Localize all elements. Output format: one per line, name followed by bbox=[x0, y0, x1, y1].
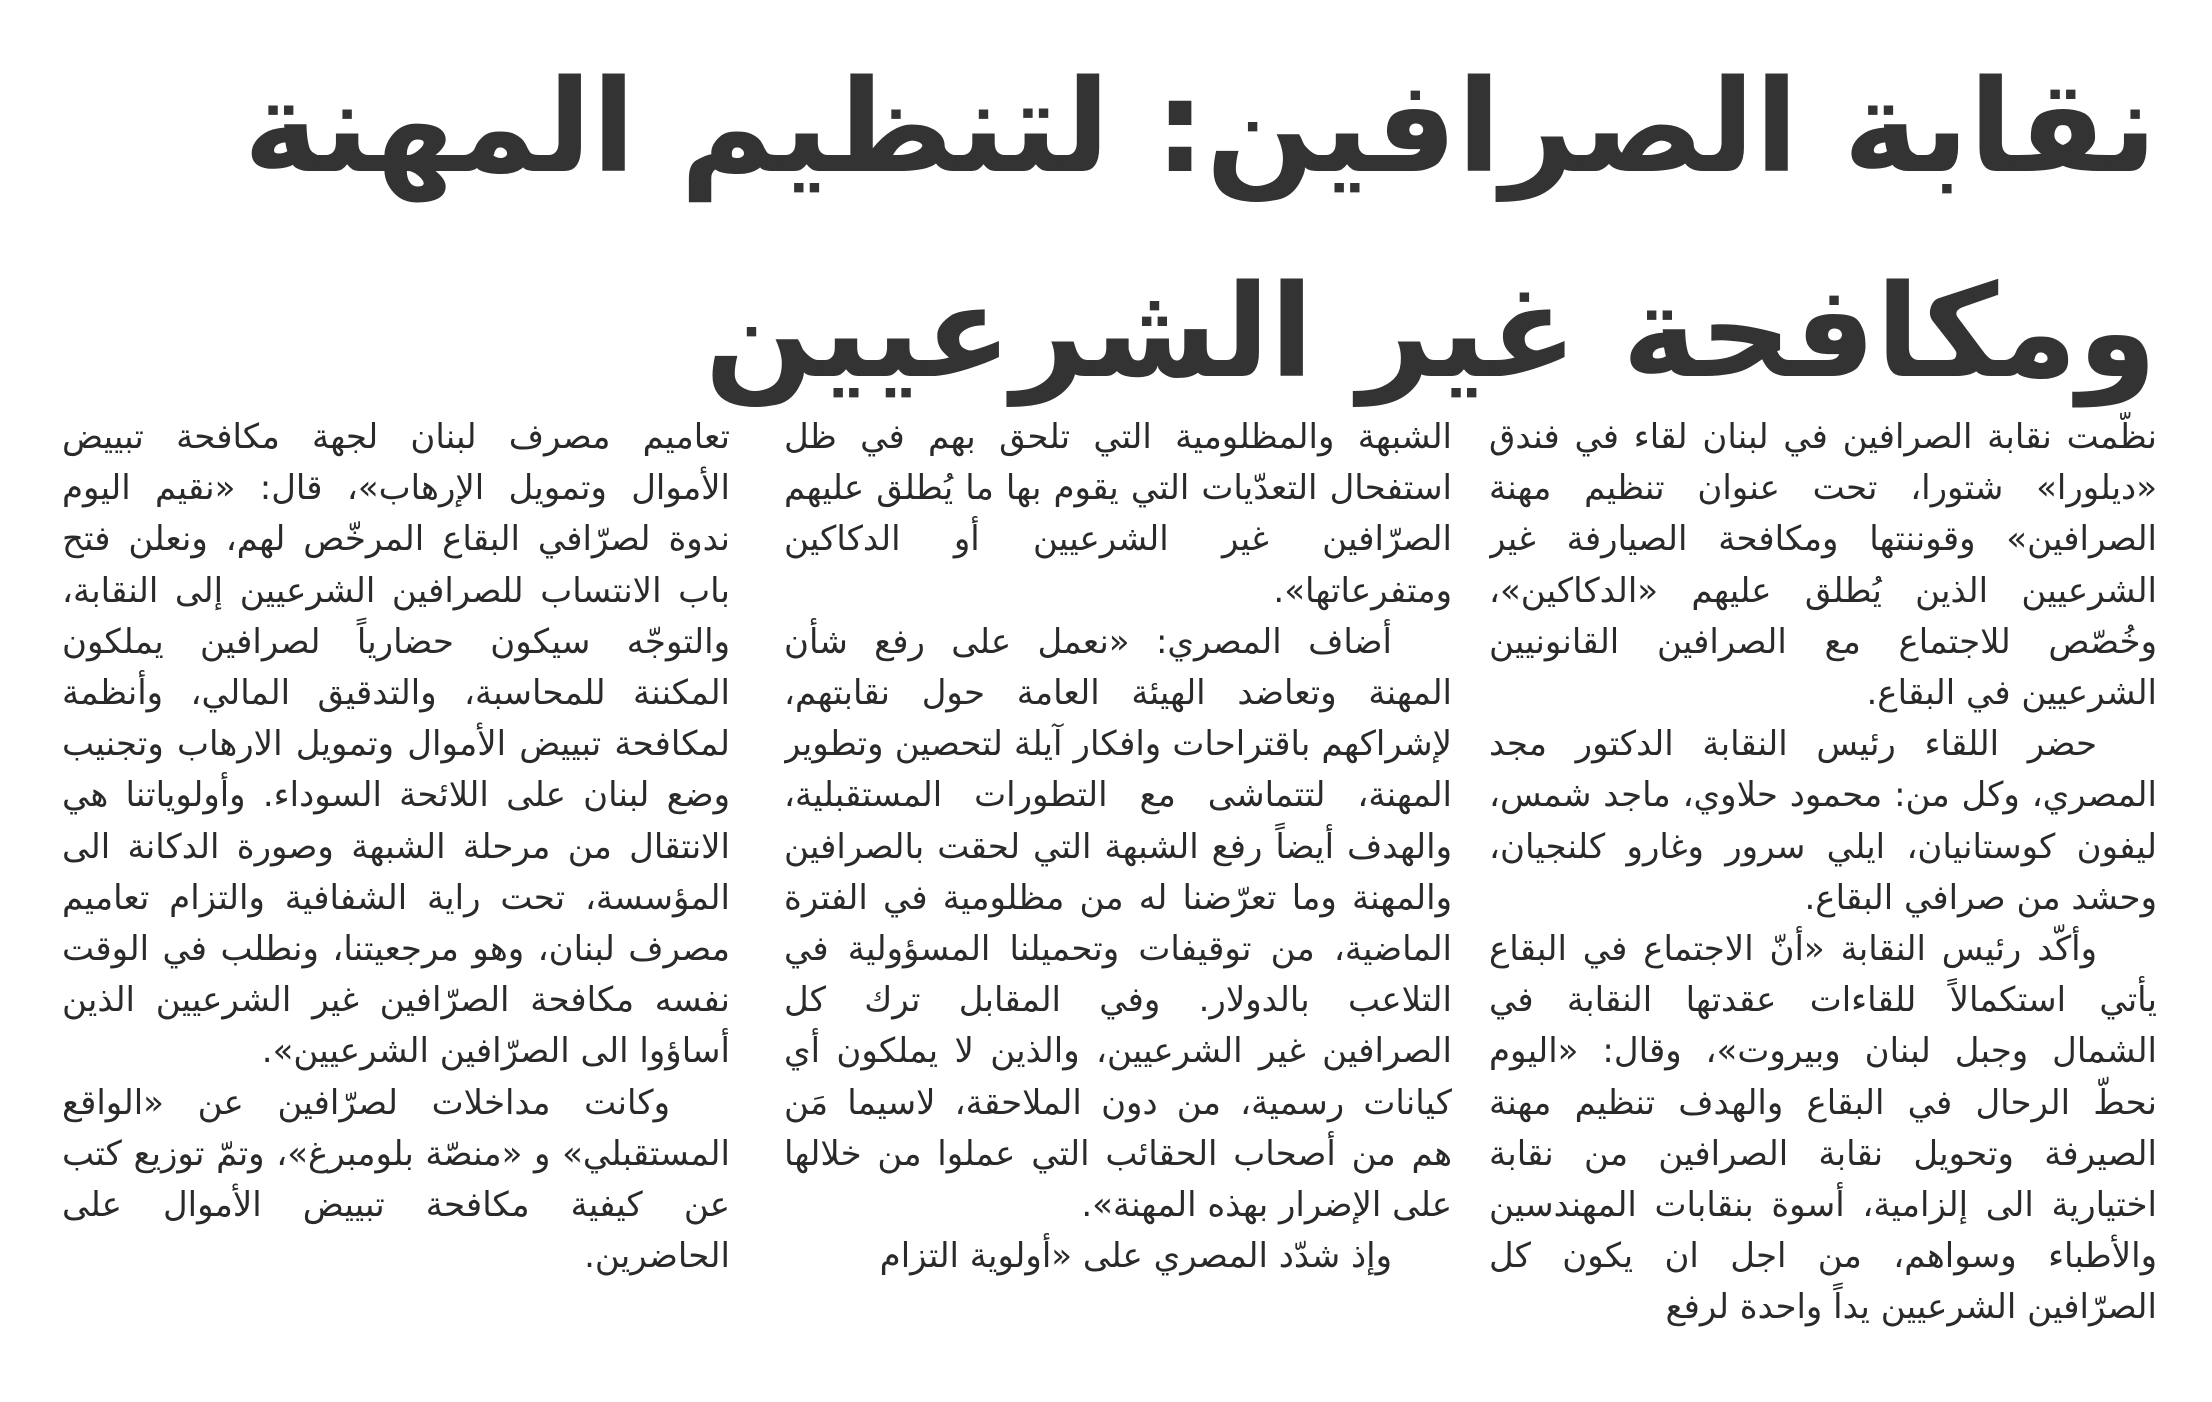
paragraph: أضاف المصري: «نعمل على رفع شأن المهنة وتعاضد الهيئة العامة حول نقابتهم، لإشراكهم باقتراحات وافكار آيلة لتحصين وتطوير المهنة، لتتماشى مع التطورات المستقبلية، والهدف أيضاً رفع الشبهة التي لحقت بالصرافين والمهنة وما تعرّضنا له من مظلومية في الفترة الماضية، من توقيفات وتحميلنا المسؤولية في التلاعب بالدولار. وفي المقابل ترك كل الصرافين غير الشرعيين، والذين لا يملكون أي كيانات رسمية، من دون الملاحقة، لاسيما مَن هم من أصحاب الحقائب التي عملوا من خلالها على الإضرار بهذه المهنة». bbox=[784, 621, 1452, 1226]
paragraph: حضر اللقاء رئيس النقابة الدكتور مجد المصري، وكل من: محمود حلاوي، ماجد شمس، ليفون كوستانيان، ايلي سرور وغارو كلنجيان، وحشد من صرافي البقاع. bbox=[1489, 724, 2157, 918]
paragraph: وإذ شدّد المصري على «أولوية التزام bbox=[879, 1236, 1392, 1277]
article-column-3 bbox=[62, 412, 730, 1362]
article-headline: نقابة الصرافين: لتنظيم المهنة ومكافحة غير الشرعيين bbox=[243, 53, 2157, 407]
paragraph: وأكّد رئيس النقابة «أنّ الاجتماع في البقاع يأتي استكمالاً للقاءات عقدتها النقابة في الشمال وجبل لبنان وبيروت»، وقال: «اليوم نحطّ الرحال في البقاع والهدف تنظيم مهنة الصيرفة وتحويل نقابة الصرافين من نقابة اختيارية الى إلزامية، أسوة بنقابات المهندسين والأطباء وسواهم، من اجل ان يكون كل الصرّافين الشرعيين يداً واحدة لرفع bbox=[1489, 929, 2157, 1328]
paragraph: الشبهة والمظلومية التي تلحق بهم في ظل استفحال التعدّيات التي يقوم بها ما يُطلق عليهم الصرّافين غير الشرعيين أو الدكاكين ومتفرعاتها». bbox=[784, 417, 1452, 611]
article-column-2 bbox=[784, 412, 1452, 1362]
paragraph: وكانت مداخلات لصرّافين عن «الواقع المستقبلي» و «منصّة بلومبرغ»، وتمّ توزيع كتب عن كيفية مكافحة تبييض الأموال على الحاضرين. bbox=[62, 1082, 730, 1277]
article-column-1 bbox=[1489, 412, 2157, 1362]
paragraph: نظّمت نقابة الصرافين في لبنان لقاء في فندق «ديلورا» شتورا، تحت عنوان تنظيم مهنة الصرافين» وقوننتها ومكافحة الصيارفة غير الشرعيين الذين يُطلق عليهم «الدكاكين»، وخُصّص للاجتماع مع الصرافين القانونيين الشرعيين في البقاع. bbox=[1489, 417, 2157, 714]
paragraph: تعاميم مصرف لبنان لجهة مكافحة تبييض الأموال وتمويل الإرهاب»، قال: «نقيم اليوم ندوة لصرّافي البقاع المرخّص لهم، ونعلن فتح باب الانتساب للصرافين الشرعيين إلى النقابة، والتوجّه سيكون حضارياً لصرافين يملكون المكننة للمحاسبة، والتدقيق المالي، وأنظمة لمكافحة تبييض الأموال وتمويل الارهاب وتجنيب وضع لبنان على اللائحة السوداء. وأولوياتنا هي الانتقال من مرحلة الشبهة وصورة الدكانة الى المؤسسة، تحت راية الشفافية والتزام تعاميم مصرف لبنان، وهو مرجعيتنا، ونطلب في الوقت نفسه مكافحة الصرّافين غير الشرعيين الذين أساؤوا الى الصرّافين الشرعيين». bbox=[62, 417, 730, 1072]
